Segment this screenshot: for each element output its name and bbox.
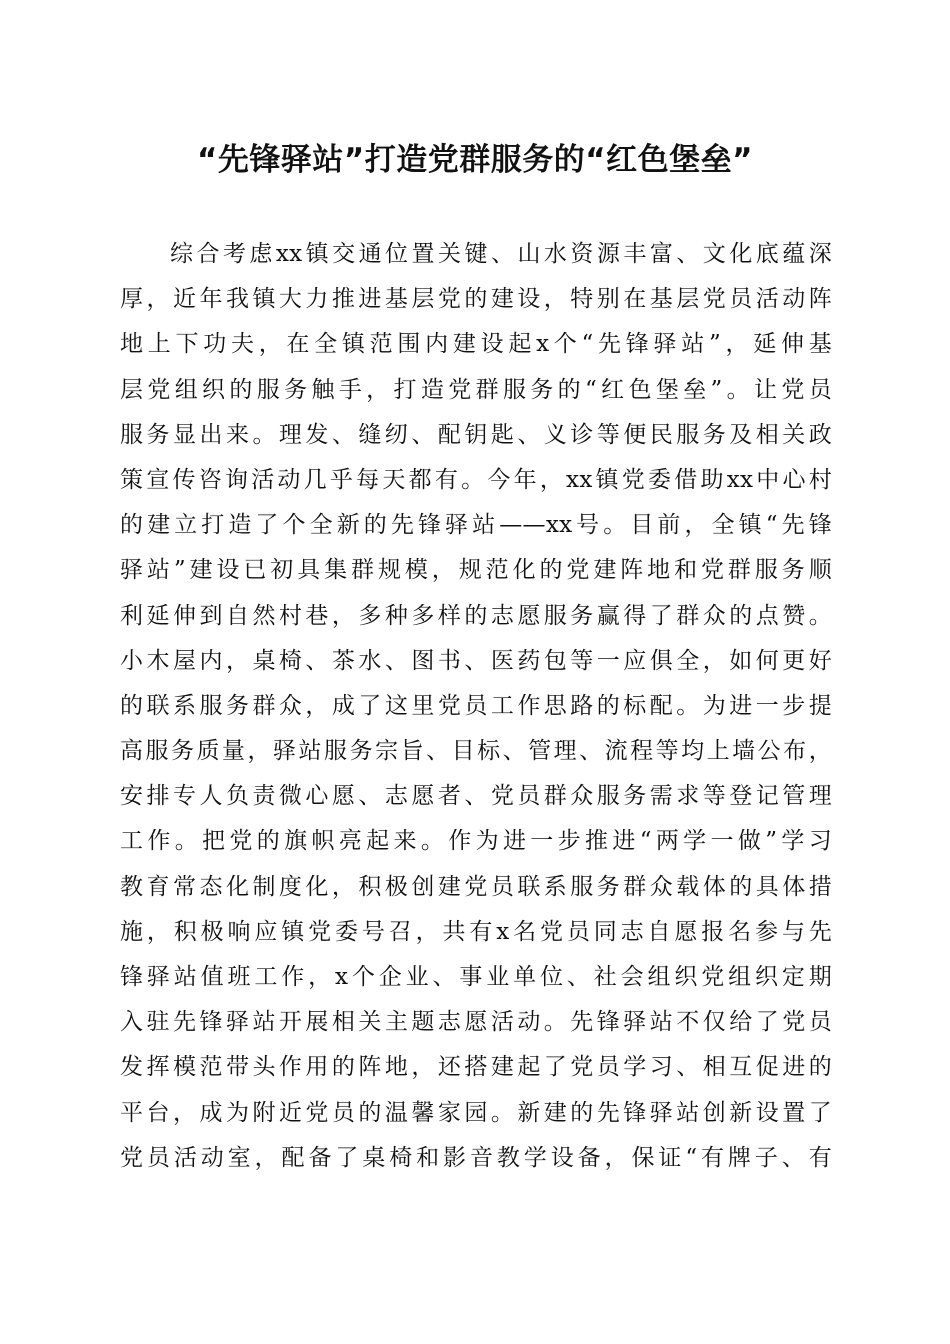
text-line: 施，积极响应镇党委号召，共有x名党员同志自愿报名参与先 — [120, 918, 832, 945]
text-line: 发挥模范带头作用的阵地，还搭建起了党员学习、相互促进的 — [120, 1054, 832, 1081]
text-line: 小木屋内，桌椅、茶水、图书、医药包等一应俱全，如何更好 — [120, 647, 832, 674]
text-line: 工作。把党的旗帜亮起来。作为进一步推进“两学一做”学习 — [120, 828, 832, 855]
text-line: 平台，成为附近党员的温馨家园。新建的先锋驿站创新设置了 — [120, 1099, 832, 1126]
document-title: “先锋驿站”打造党群服务的“红色堡垒” — [197, 142, 753, 178]
text-line: 的联系服务群众，成了这里党员工作思路的标配。为进一步提 — [120, 692, 832, 719]
text-line: 锋驿站值班工作，x个企业、事业单位、社会组织党组织定期 — [120, 964, 832, 990]
text-line: 综合考虑xx镇交通位置关键、山水资源丰富、文化底蕴深 — [170, 241, 832, 267]
text-line: 策宣传咨询活动几乎每天都有。今年，xx镇党委借助xx中心村 — [120, 466, 832, 493]
text-line: 教育常态化制度化，积极创建党员联系服务群众载体的具体措 — [120, 873, 832, 900]
text-line: 服务显出来。理发、缝纫、配钥匙、义诊等便民服务及相关政 — [120, 421, 832, 448]
text-line: 利延伸到自然村巷，多种多样的志愿服务赢得了群众的点赞。 — [120, 602, 832, 629]
text-line: 地上下功夫，在全镇范围内建设起x个“先锋驿站”，延伸基 — [120, 331, 832, 358]
text-line: 的建立打造了个全新的先锋驿站——xx号。目前，全镇“先锋 — [120, 512, 832, 539]
text-line: 层党组织的服务触手，打造党群服务的“红色堡垒”。让党员 — [120, 376, 832, 403]
text-line: 党员活动室，配备了桌椅和影音教学设备，保证“有牌子、有 — [120, 1144, 832, 1171]
text-line: 安排专人负责微心愿、志愿者、党员群众服务需求等登记管理 — [120, 783, 832, 810]
text-line: 驿站”建设已初具集群规模，规范化的党建阵地和党群服务顺 — [120, 557, 832, 584]
body-paragraph — [120, 232, 832, 1181]
text-line: 入驻先锋驿站开展相关主题志愿活动。先锋驿站不仅给了党员 — [120, 1009, 832, 1036]
text-line: 高服务质量，驿站服务宗旨、目标、管理、流程等均上墙公布， — [120, 738, 832, 765]
text-line: 厚，近年我镇大力推进基层党的建设，特别在基层党员活动阵 — [120, 286, 832, 313]
